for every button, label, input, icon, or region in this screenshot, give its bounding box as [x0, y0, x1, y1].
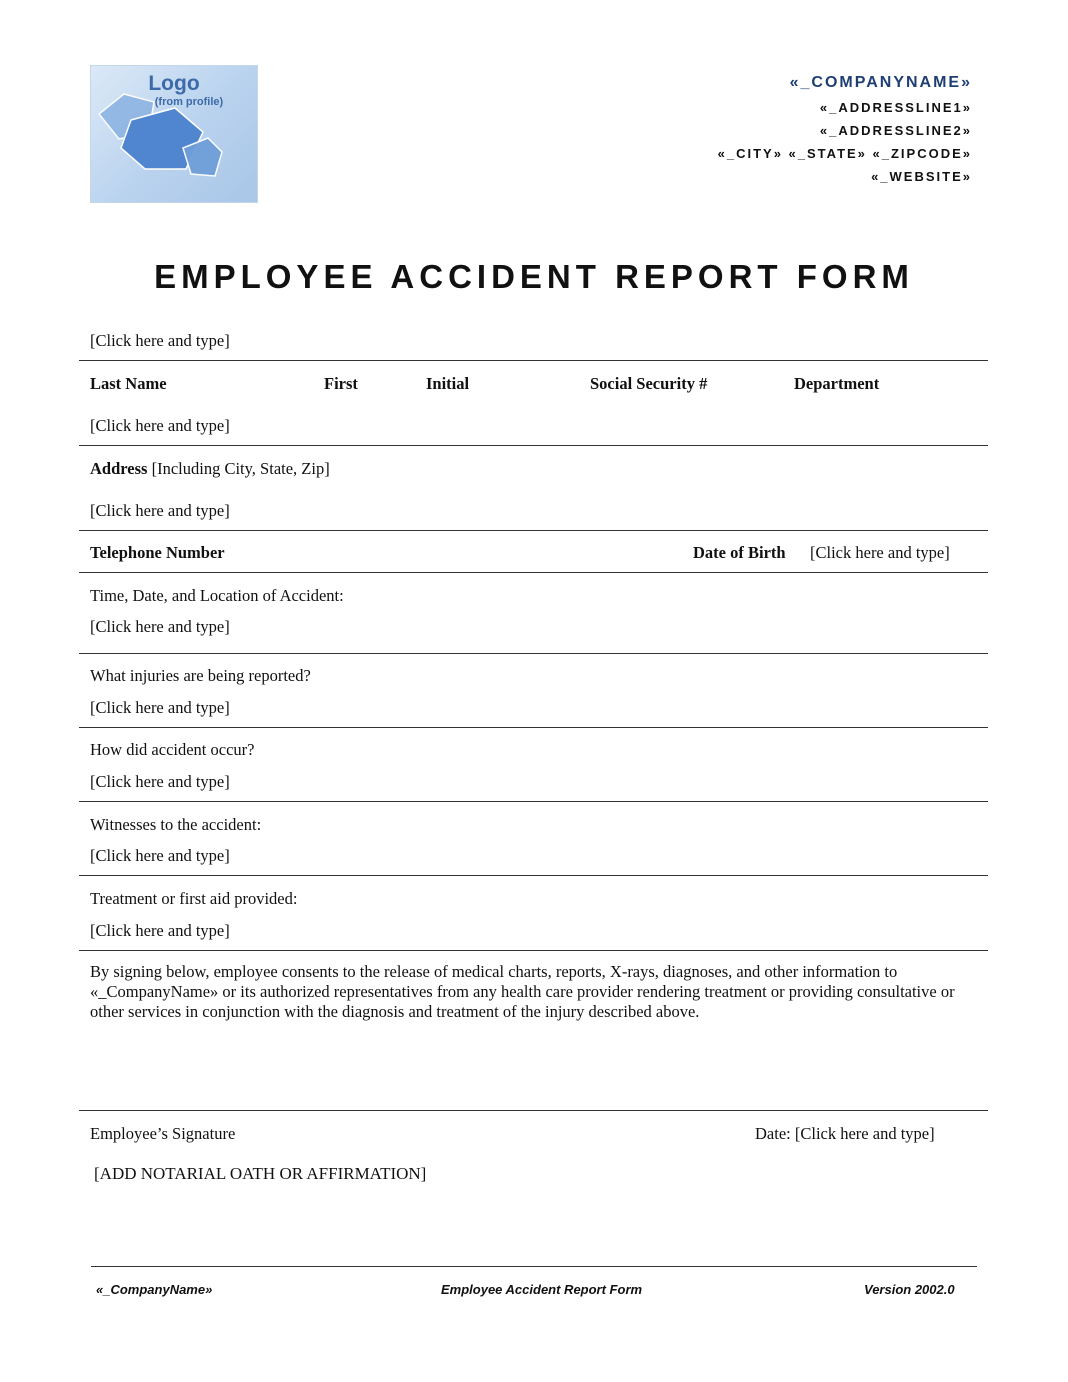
- address-hint: [Including City, State, Zip]: [151, 459, 330, 478]
- city-state-zip: «_CITY» «_STATE» «_ZIPCODE»: [717, 146, 972, 161]
- address-label: [90, 459, 330, 479]
- signature-label: Employee’s Signature: [90, 1124, 236, 1143]
- divider: [79, 530, 988, 531]
- logo-shapes-icon: [91, 66, 257, 202]
- divider: [79, 875, 988, 876]
- divider: [79, 572, 988, 573]
- company-logo: [90, 65, 258, 203]
- divider: [79, 950, 988, 951]
- first-name-label: First: [324, 374, 358, 393]
- name-field[interactable]: [Click here and type]: [90, 331, 230, 350]
- treatment-field[interactable]: [Click here and type]: [90, 921, 230, 940]
- telephone-label: Telephone Number: [90, 543, 225, 562]
- signature-date-field[interactable]: Date: [Click here and type]: [755, 1124, 935, 1143]
- divider: [79, 445, 988, 446]
- injuries-field[interactable]: [Click here and type]: [90, 698, 230, 717]
- notarial-text: [ADD NOTARIAL OATH OR AFFIRMATION]: [94, 1164, 427, 1183]
- witnesses-label: Witnesses to the accident:: [90, 815, 262, 834]
- address-label-text: Address: [90, 459, 148, 478]
- company-name: «_COMPANYNAME»: [789, 74, 972, 91]
- footer-doc-title: Employee Accident Report Form: [441, 1282, 643, 1297]
- website: «_WEBSITE»: [871, 169, 972, 184]
- dob-label: Date of Birth: [693, 543, 786, 562]
- ssn-label: Social Security #: [590, 374, 708, 393]
- footer-company: «_CompanyName»: [96, 1282, 213, 1297]
- divider: [79, 801, 988, 802]
- logo-title: Logo: [148, 72, 200, 95]
- treatment-label: Treatment or first aid provided:: [90, 889, 298, 908]
- last-name-label: Last Name: [90, 374, 167, 393]
- witnesses-field[interactable]: [Click here and type]: [90, 846, 230, 865]
- address-line-1: «_ADDRESSLINE1»: [819, 100, 972, 115]
- divider: [79, 727, 988, 728]
- divider: [79, 360, 988, 361]
- address-line-2: «_ADDRESSLINE2»: [819, 123, 972, 138]
- time-location-field[interactable]: [Click here and type]: [90, 617, 230, 636]
- consent-text: By signing below, employee consents to the release of medical charts, reports, X-rays, diagnoses, and other information to «_CompanyName» or its authorized representatives from any health care provider rendering treatment or providing consultative or other services in conjunction with the diagnosis and treatment of the injury described above.: [90, 962, 955, 1021]
- logo-subtitle: (from profile): [154, 96, 224, 108]
- page-title: EMPLOYEE ACCIDENT REPORT FORM: [154, 258, 914, 295]
- dob-field[interactable]: [Click here and type]: [810, 543, 950, 562]
- how-field[interactable]: [Click here and type]: [90, 772, 230, 791]
- divider: [79, 653, 988, 654]
- footer-version: Version 2002.0: [864, 1282, 955, 1297]
- how-label: How did accident occur?: [90, 740, 255, 759]
- injuries-label: What injuries are being reported?: [90, 666, 311, 685]
- footer-rule: [91, 1266, 977, 1267]
- initial-label: Initial: [426, 374, 470, 393]
- department-label: Department: [794, 374, 880, 393]
- address-field[interactable]: [Click here and type]: [90, 416, 230, 435]
- time-location-label: Time, Date, and Location of Accident:: [90, 586, 344, 605]
- signature-line: [79, 1110, 988, 1111]
- phone-field[interactable]: [Click here and type]: [90, 501, 230, 520]
